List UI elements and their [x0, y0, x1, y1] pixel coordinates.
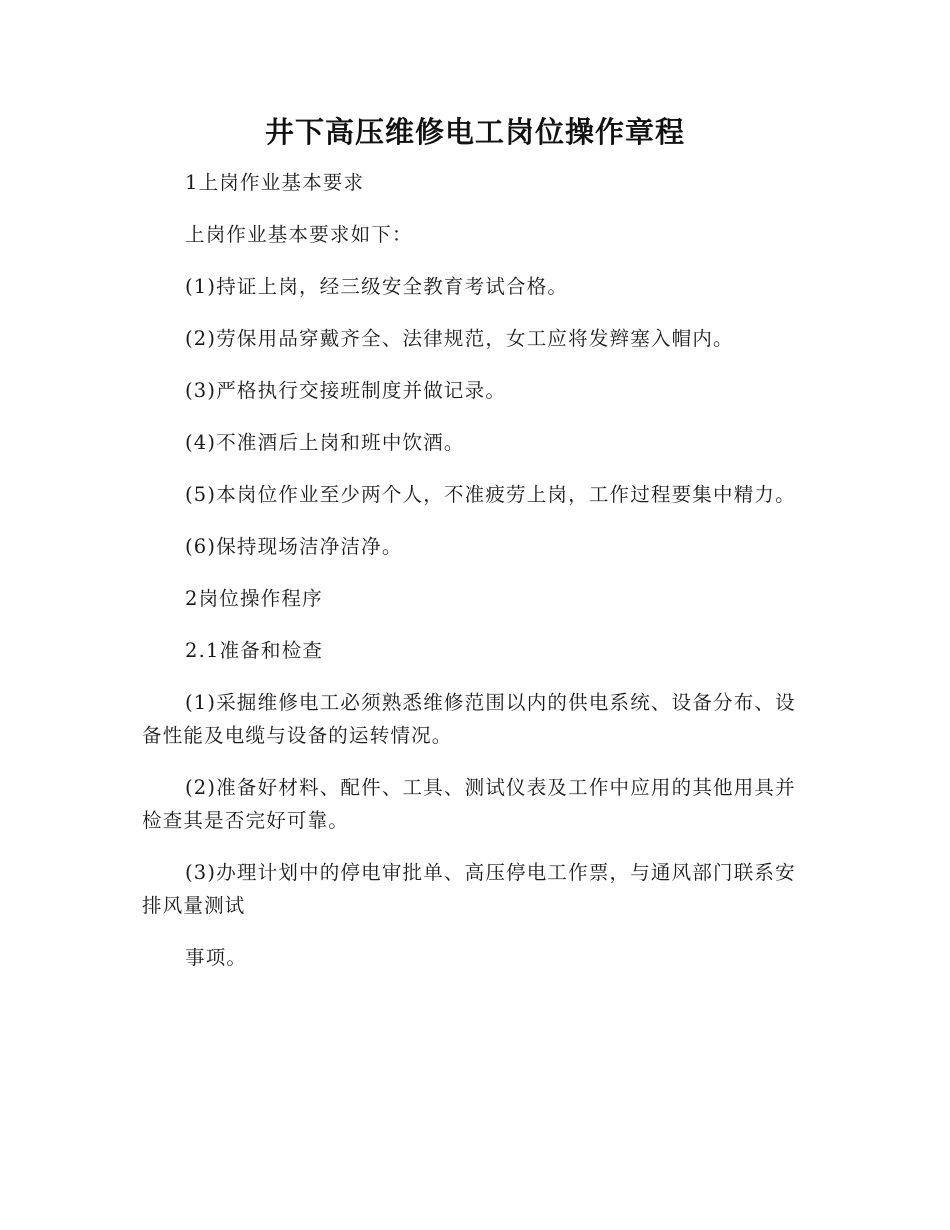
document-body — [142, 166, 812, 993]
paragraph: 事项。 — [185, 946, 248, 969]
document-title: 井下高压维修电工岗位操作章程 — [264, 115, 685, 149]
list-item: (2)准备好材料、配件、工具、测试仪表及工作中应用的其他用具并检查其是否完好可靠。 — [142, 776, 796, 832]
list-item: (4)不准酒后上岗和班中饮酒。 — [185, 431, 465, 454]
section-heading: 2岗位操作程序 — [185, 587, 323, 610]
list-item: (6)保持现场洁净洁净。 — [185, 535, 403, 558]
list-item: (5)本岗位作业至少两个人，不准疲劳上岗，工作过程要集中精力。 — [185, 483, 796, 506]
list-item: (1)持证上岗，经三级安全教育考试合格。 — [185, 275, 569, 298]
list-item: (3)严格执行交接班制度并做记录。 — [185, 379, 507, 402]
list-item: (2)劳保用品穿戴齐全、法律规范，女工应将发辫塞入帽内。 — [185, 327, 734, 350]
list-item: (1)采掘维修电工必须熟悉维修范围以内的供电系统、设备分布、设备性能及电缆与设备的运转情况。 — [142, 691, 796, 747]
subsection-heading: 2.1准备和检查 — [185, 639, 324, 662]
paragraph: 上岗作业基本要求如下： — [185, 223, 413, 246]
section-heading: 1上岗作业基本要求 — [185, 171, 365, 194]
list-item: (3)办理计划中的停电审批单、高压停电工作票，与通风部门联系安排风量测试 — [142, 861, 796, 917]
